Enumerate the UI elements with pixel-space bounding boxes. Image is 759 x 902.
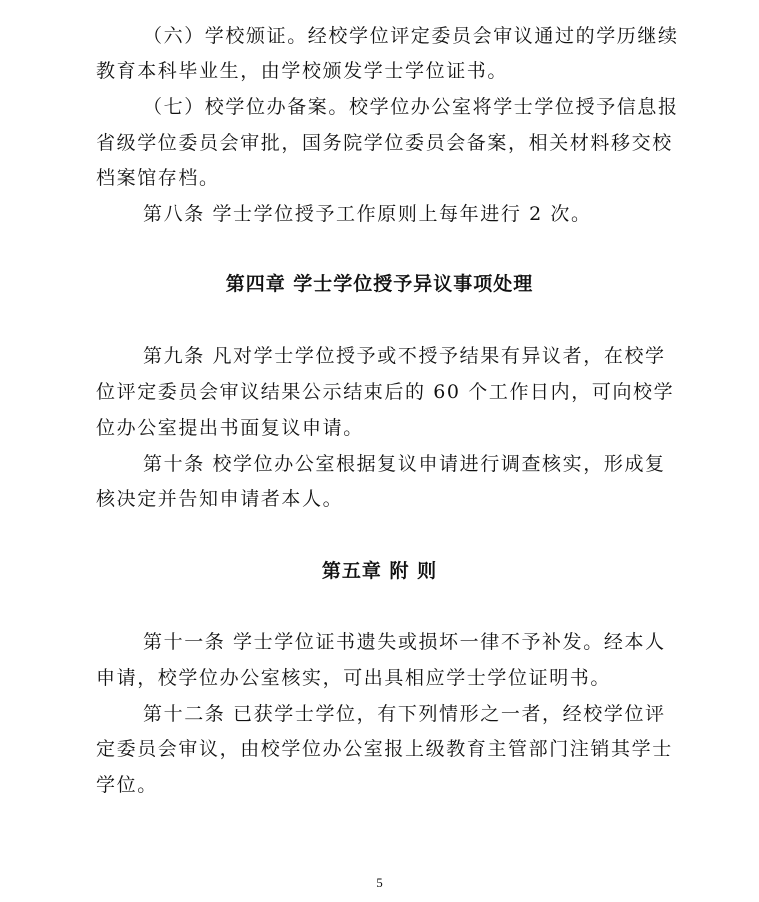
page-number: 5	[376, 875, 383, 890]
paragraph-line: 申请，校学位办公室核实，可出具相应学士学位证明书。	[96, 667, 612, 689]
article-8: 第八条 学士学位授予工作原则上每年进行 2 次。	[143, 203, 592, 225]
paragraph-line: 省级学位委员会审批，国务院学位委员会备案，相关材料移交校	[96, 132, 673, 154]
paragraph-line: （六）学校颁证。经校学位评定委员会审议通过的学历继续	[143, 25, 679, 47]
chapter-5-heading: 第五章 附 则	[321, 560, 438, 582]
article-12: 第十二条 已获学士学位，有下列情形之一者，经校学位评	[143, 703, 666, 725]
paragraph-line: 教育本科毕业生，由学校颁发学士学位证书。	[96, 60, 509, 82]
article-10: 第十条 校学位办公室根据复议申请进行调查核实，形成复	[143, 453, 666, 475]
chapter-4-heading: 第四章 学士学位授予异议事项处理	[225, 273, 534, 295]
paragraph-line: 定委员会审议，由校学位办公室报上级教育主管部门注销其学士	[96, 738, 673, 760]
paragraph-line: （七）校学位办备案。校学位办公室将学士学位授予信息报	[143, 96, 679, 118]
paragraph-line: 核决定并告知申请者本人。	[96, 488, 344, 510]
paragraph-line: 位办公室提出书面复议申请。	[96, 417, 364, 439]
article-11: 第十一条 学士学位证书遗失或损坏一律不予补发。经本人	[143, 631, 666, 653]
paragraph-line: 档案馆存档。	[96, 167, 220, 189]
article-9: 第九条 凡对学士学位授予或不授予结果有异议者，在校学	[143, 345, 666, 367]
paragraph-line: 位评定委员会审议结果公示结束后的 60 个工作日内，可向校学	[96, 381, 675, 403]
paragraph-line: 学位。	[96, 774, 158, 796]
